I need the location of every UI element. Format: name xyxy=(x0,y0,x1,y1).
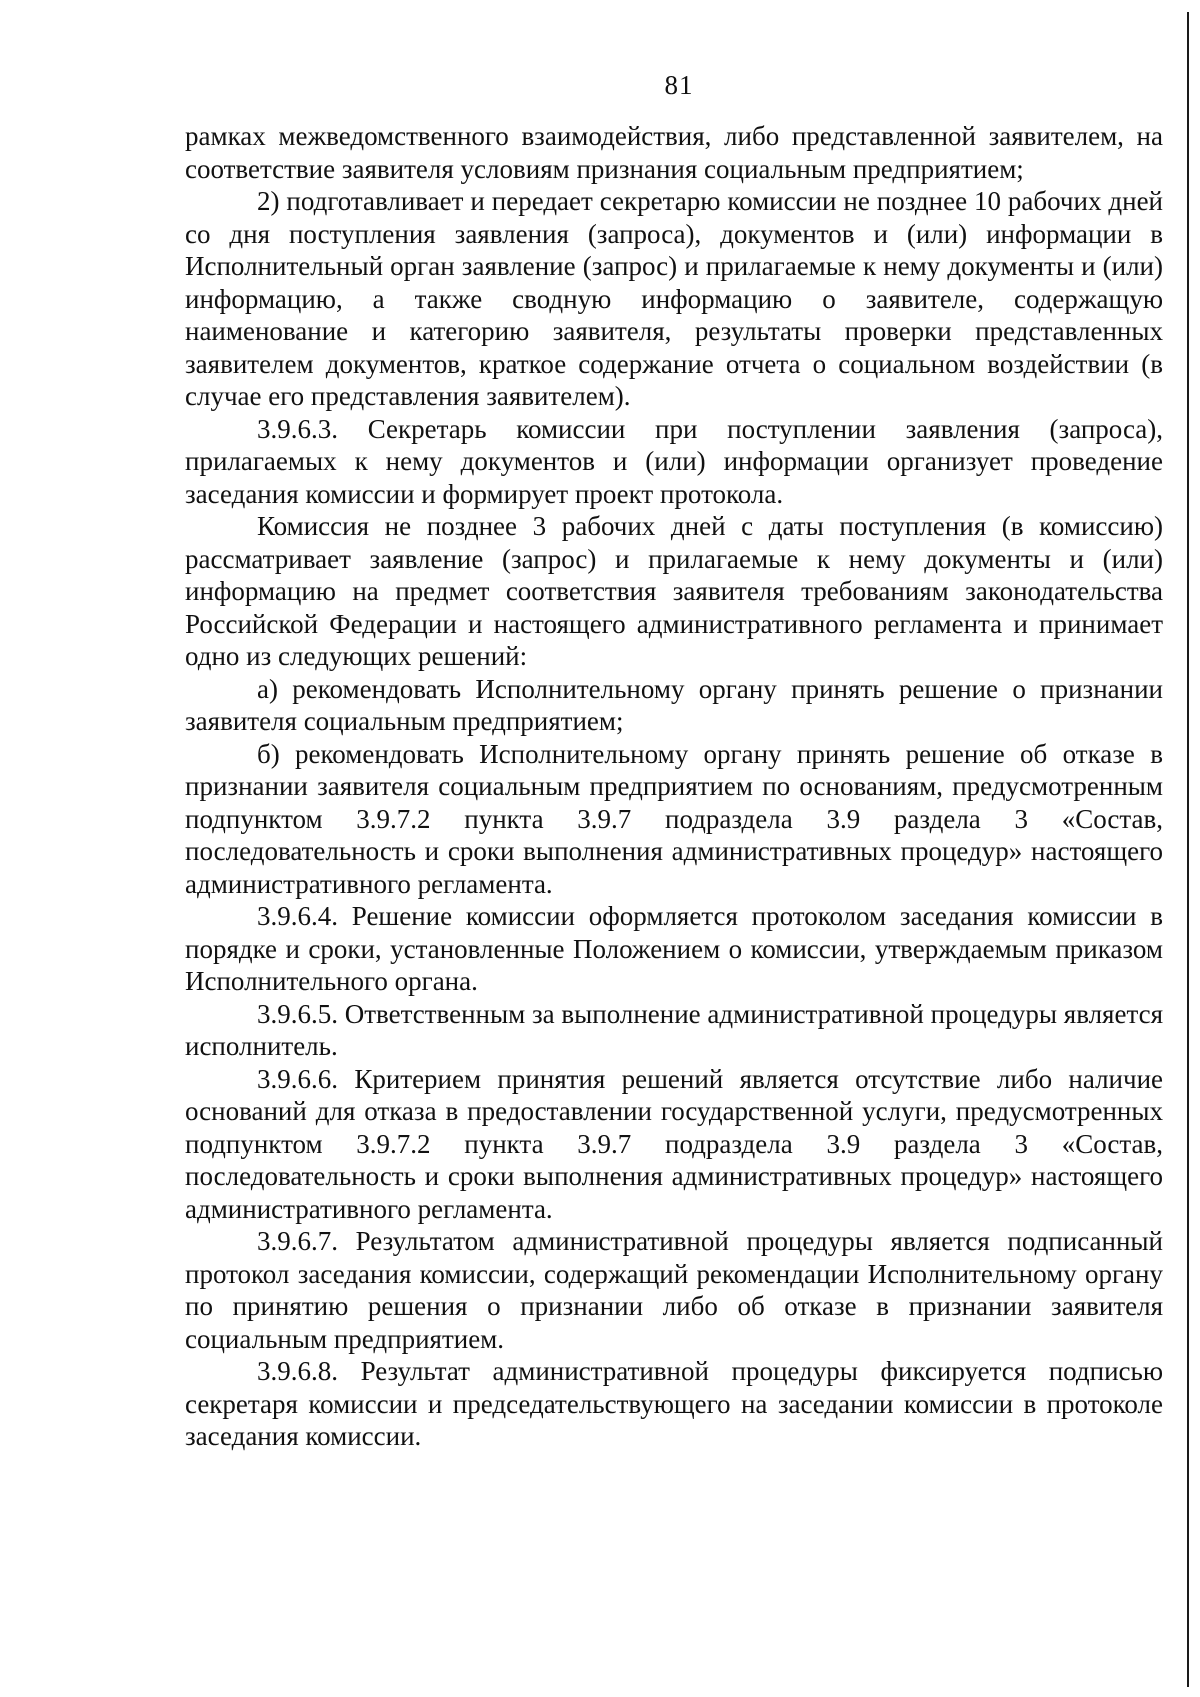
paragraph-commission: Комиссия не позднее 3 рабочих дней с даты поступления (в комиссию) рассматривает заявление (запрос) и прилагаемые к нему документы и (или) информацию на предмет соответствия заявителя требованиям законодательства Российской Федерации и настоящего административного регламента и принимает одно из следующих решений: xyxy=(185,511,1163,671)
paragraph-3-9-6-8: 3.9.6.8. Результат административной процедуры фиксируется подписью секретаря комиссии и председательствующего на заседании комиссии в протоколе заседания комиссии. xyxy=(185,1356,1163,1451)
paragraph-3-9-6-3: 3.9.6.3. Секретарь комиссии при поступлении заявления (запроса), прилагаемых к нему документов и (или) информации организует проведение заседания комиссии и формирует проект протокола. xyxy=(185,413,1163,509)
paragraph-continuation: рамках межведомственного взаимодействия, либо представленной заявителем, на соответствие заявителя условиям признания социальным предприятием; xyxy=(185,121,1163,184)
document-body xyxy=(185,120,1163,1453)
paragraph-3-9-6-6: 3.9.6.6. Критерием принятия решений является отсутствие либо наличие оснований для отказа в предоставлении государственной услуги, предусмотренных подпунктом 3.9.7.2 пункта 3.9.7 подраздела 3.9 раздела 3 «Состав, последовательность и сроки выполнения административных процедур» настоящего административного регламента. xyxy=(185,1063,1163,1224)
paragraph-option-a: а) рекомендовать Исполнительному органу принять решение о признании заявителя социальным предприятием; xyxy=(185,673,1163,736)
paragraph-3-9-6-7: 3.9.6.7. Результатом административной процедуры является подписанный протокол заседания комиссии, содержащий рекомендации Исполнительному органу по принятию решения о признании либо об отказе в признании заявителя социальным предприятием. xyxy=(185,1226,1163,1354)
page-edge-line xyxy=(1187,12,1189,1687)
paragraph-3-9-6-4: 3.9.6.4. Решение комиссии оформляется протоколом заседания комиссии в порядке и сроки, установленные Положением о комиссии, утверждаемым приказом Исполнительного органа. xyxy=(185,901,1163,996)
page-number: 81 xyxy=(664,70,694,100)
paragraph-3-9-6-5: 3.9.6.5. Ответственным за выполнение административной процедуры является исполнитель. xyxy=(185,998,1163,1061)
paragraph-option-b: б) рекомендовать Исполнительному органу принять решение об отказе в признании заявителя социальным предприятием по основаниям, предусмотренным подпунктом 3.9.7.2 пункта 3.9.7 подраздела 3.9 раздела 3 «Состав, последовательность и сроки выполнения административных процедур» настоящего административного регламента. xyxy=(185,738,1163,899)
paragraph-item-2: 2) подготавливает и передает секретарю комиссии не позднее 10 рабочих дней со дня поступления заявления (запроса), документов и (или) информации в Исполнительный орган заявление (запрос) и прилагаемые к нему документы и (или) информацию, а также сводную информацию о заявителе, содержащую наименование и категорию заявителя, результаты проверки представленных заявителем документов, краткое содержание отчета о социальном воздействии (в случае его представления заявителем). xyxy=(185,186,1163,411)
